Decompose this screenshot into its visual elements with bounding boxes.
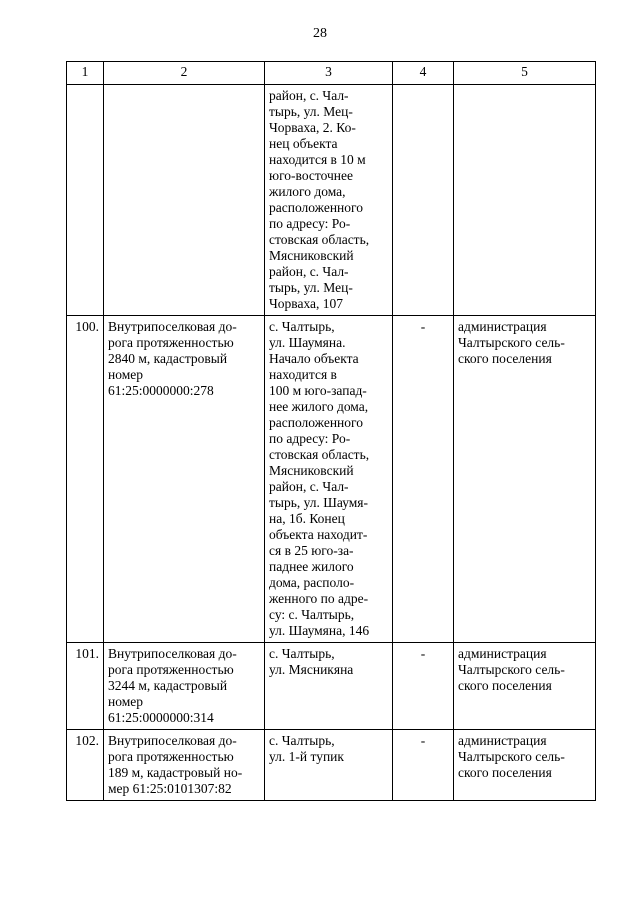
object-owner-text: администрация Чалтырского сель- ского поселения (458, 646, 565, 693)
object-name-text: Внутрипоселковая до- рога протяженностью 189 м, кадастровый но- мер 61:25:0101307:82 (108, 733, 243, 796)
table-body (67, 85, 596, 801)
object-owner-text: администрация Чалтырского сель- ского поселения (458, 733, 565, 780)
object-name (104, 730, 265, 801)
column-4-value: - (393, 643, 454, 730)
object-location (265, 316, 393, 643)
object-owner-text: администрация Чалтырского сель- ского поселения (458, 319, 565, 366)
object-location-text: с. Чалтырь, ул. Шаумяна. Начало объекта находится в 100 м юго-запад- нее жилого дома, расположенного по адресу: Ро- стовская область, Мясниковский район, с. Чал- тырь, ул. Шаумя- на, 1б. Конец объекта находит- ся в 25 юго-за- паднее жилого дома, располо- женного по адре- су: с. Чалтырь, ул. Шаумяна, 146 (269, 319, 370, 638)
row-number: 100. (67, 316, 104, 643)
registry-table (66, 61, 596, 801)
header-col-1: 1 (67, 62, 104, 85)
object-location-text: с. Чалтырь, ул. Мясникяна (269, 646, 354, 677)
object-name-text: Внутрипоселковая до- рога протяженностью 2840 м, кадастровый номер 61:25:0000000:278 (108, 319, 237, 398)
object-location-text: район, с. Чал- тырь, ул. Мец- Чорваха, 2. Ко- нец объекта находится в 10 м юго-восточнее жилого дома, расположенного по адресу: Ро- стовская область, Мясниковский район, с. Чал- тырь, ул. Мец- Чорваха, 107 (269, 88, 370, 311)
header-col-2: 2 (104, 62, 265, 85)
header-col-5: 5 (454, 62, 596, 85)
object-location (265, 85, 393, 316)
table-header (67, 62, 596, 85)
column-4-value (393, 85, 454, 316)
table-row (67, 316, 596, 643)
object-owner (454, 730, 596, 801)
table-row (67, 730, 596, 801)
object-location (265, 643, 393, 730)
header-col-3: 3 (265, 62, 393, 85)
table-row (67, 85, 596, 316)
object-location (265, 730, 393, 801)
object-owner (454, 316, 596, 643)
row-number (67, 85, 104, 316)
object-location-text: с. Чалтырь, ул. 1-й тупик (269, 733, 344, 764)
header-col-4: 4 (393, 62, 454, 85)
object-owner (454, 643, 596, 730)
row-number: 102. (67, 730, 104, 801)
column-4-value: - (393, 316, 454, 643)
row-number: 101. (67, 643, 104, 730)
header-row (67, 62, 596, 85)
page-number: 28 (313, 26, 327, 41)
object-name (104, 85, 265, 316)
object-name (104, 643, 265, 730)
object-owner (454, 85, 596, 316)
table-row (67, 643, 596, 730)
object-name-text: Внутрипоселковая до- рога протяженностью 3244 м, кадастровый номер 61:25:0000000:314 (108, 646, 237, 725)
column-4-value: - (393, 730, 454, 801)
object-name (104, 316, 265, 643)
